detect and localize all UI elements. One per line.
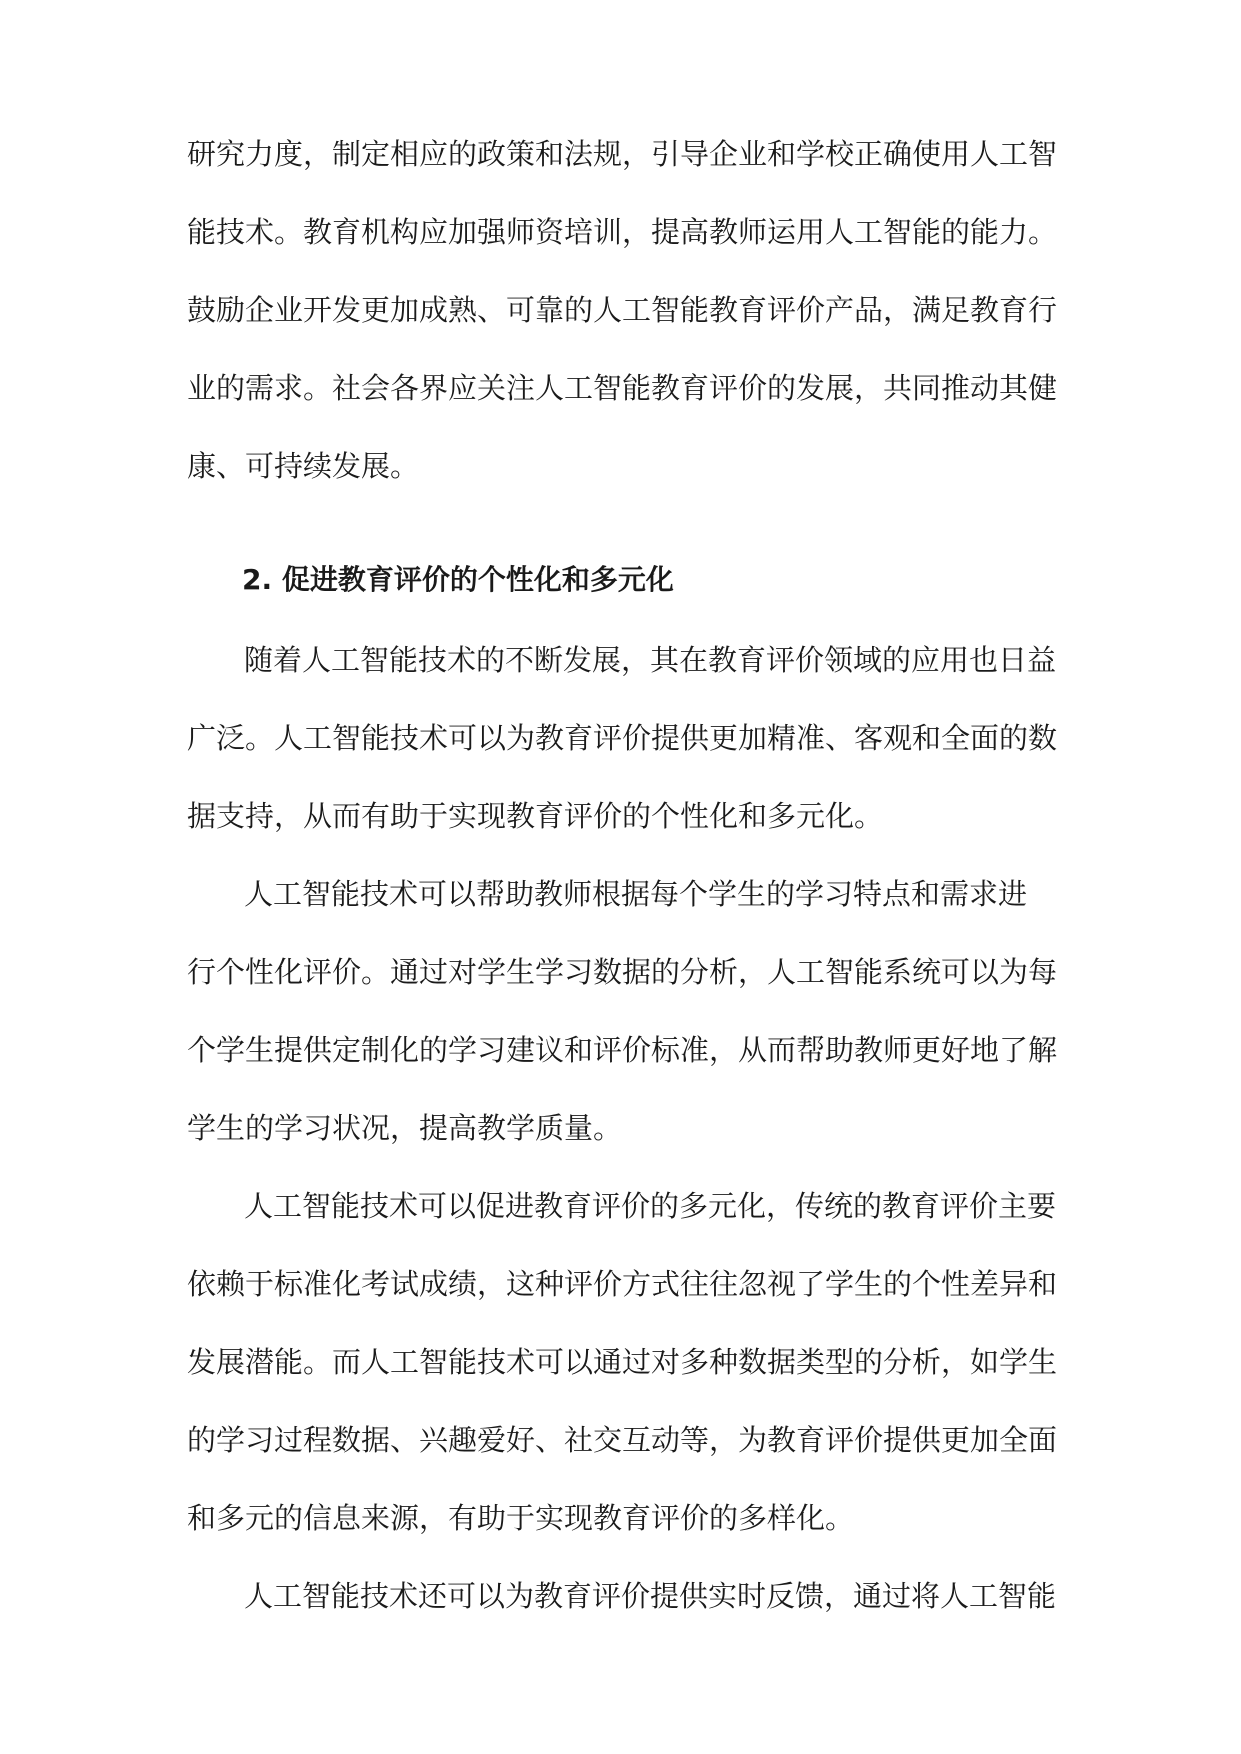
paragraph-line: 人工智能技术可以促进教育评价的多元化，传统的教育评价主要	[244, 1189, 1057, 1223]
paragraph-line: 人工智能技术可以帮助教师根据每个学生的学习特点和需求进	[244, 877, 1028, 911]
paragraph-line: 据支持，从而有助于实现教育评价的个性化和多元化。	[187, 799, 884, 833]
paragraph-line: 业的需求。社会各界应关注人工智能教育评价的发展，共同推动其健	[187, 371, 1058, 405]
paragraph-line: 的学习过程数据、兴趣爱好、社交互动等，为教育评价提供更加全面	[187, 1423, 1058, 1457]
paragraph-line: 人工智能技术还可以为教育评价提供实时反馈，通过将人工智能	[244, 1579, 1057, 1613]
paragraph-line: 鼓励企业开发更加成熟、可靠的人工智能教育评价产品，满足教育行	[187, 293, 1058, 327]
paragraph-line: 随着人工智能技术的不断发展，其在教育评价领域的应用也日益	[244, 643, 1057, 677]
paragraph-line: 能技术。教育机构应加强师资培训，提高教师运用人工智能的能力。	[187, 215, 1058, 249]
paragraph-line: 依赖于标准化考试成绩，这种评价方式往往忽视了学生的个性差异和	[187, 1267, 1058, 1301]
paragraph-line: 康、可持续发展。	[187, 449, 420, 483]
section-heading: 2. 促进教育评价的个性化和多元化	[242, 563, 674, 596]
paragraph-line: 发展潜能。而人工智能技术可以通过对多种数据类型的分析，如学生	[187, 1345, 1058, 1379]
paragraph-line: 广泛。人工智能技术可以为教育评价提供更加精准、客观和全面的数	[187, 721, 1058, 755]
paragraph-line: 个学生提供定制化的学习建议和评价标准，从而帮助教师更好地了解	[187, 1033, 1058, 1067]
paragraph-line: 行个性化评价。通过对学生学习数据的分析，人工智能系统可以为每	[187, 955, 1058, 989]
paragraph-line: 研究力度，制定相应的政策和法规，引导企业和学校正确使用人工智	[187, 137, 1058, 171]
paragraph-line: 学生的学习状况，提高教学质量。	[187, 1111, 623, 1145]
paragraph-line: 和多元的信息来源，有助于实现教育评价的多样化。	[187, 1501, 855, 1535]
